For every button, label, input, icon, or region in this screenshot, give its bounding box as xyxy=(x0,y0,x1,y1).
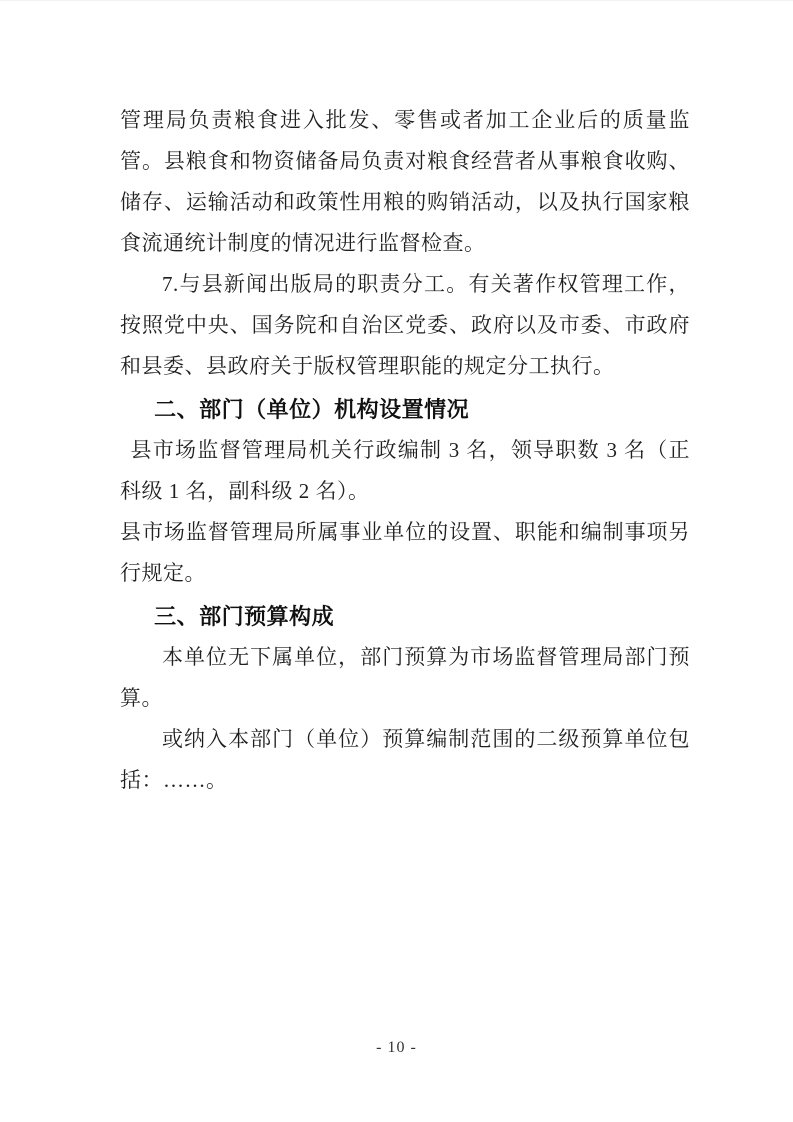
section-heading-organization-setup: 二、部门（单位）机构设置情况 xyxy=(154,397,470,422)
document-body xyxy=(120,100,690,801)
page-number: - 10 - xyxy=(376,1039,417,1056)
section-heading-budget-composition: 三、部门预算构成 xyxy=(154,604,335,629)
paragraph-press-bureau-division: 7.与县新闻出版局的职责分工。有关著作权管理工作，按照党中央、国务院和自治区党委、政府以及市委、市政府和县委、县政府关于版权管理职能的规定分工执行。 xyxy=(120,272,690,378)
paragraph-budget-unit: 本单位无下属单位，部门预算为市场监督管理局部门预算。 xyxy=(120,645,690,710)
paragraph-secondary-budget-units: 或纳入本部门（单位）预算编制范围的二级预算单位包括：……。 xyxy=(120,727,690,792)
paragraph-grain-quality-supervision: 管理局负责粮食进入批发、零售或者加工企业后的质量监管。县粮食和物资储备局负责对粮食经营者从事粮食收购、储存、运输活动和政策性用粮的购销活动，以及执行国家粮食流通统计制度的情况进行监督检查。 xyxy=(120,108,690,255)
paragraph-staffing-quota: 县市场监督管理局机关行政编制 3 名，领导职数 3 名（正科级 1 名，副科级 2 名）。 xyxy=(120,438,690,503)
paragraph-subordinate-institutions: 县市场监督管理局所属事业单位的设置、职能和编制事项另行规定。 xyxy=(120,520,690,585)
